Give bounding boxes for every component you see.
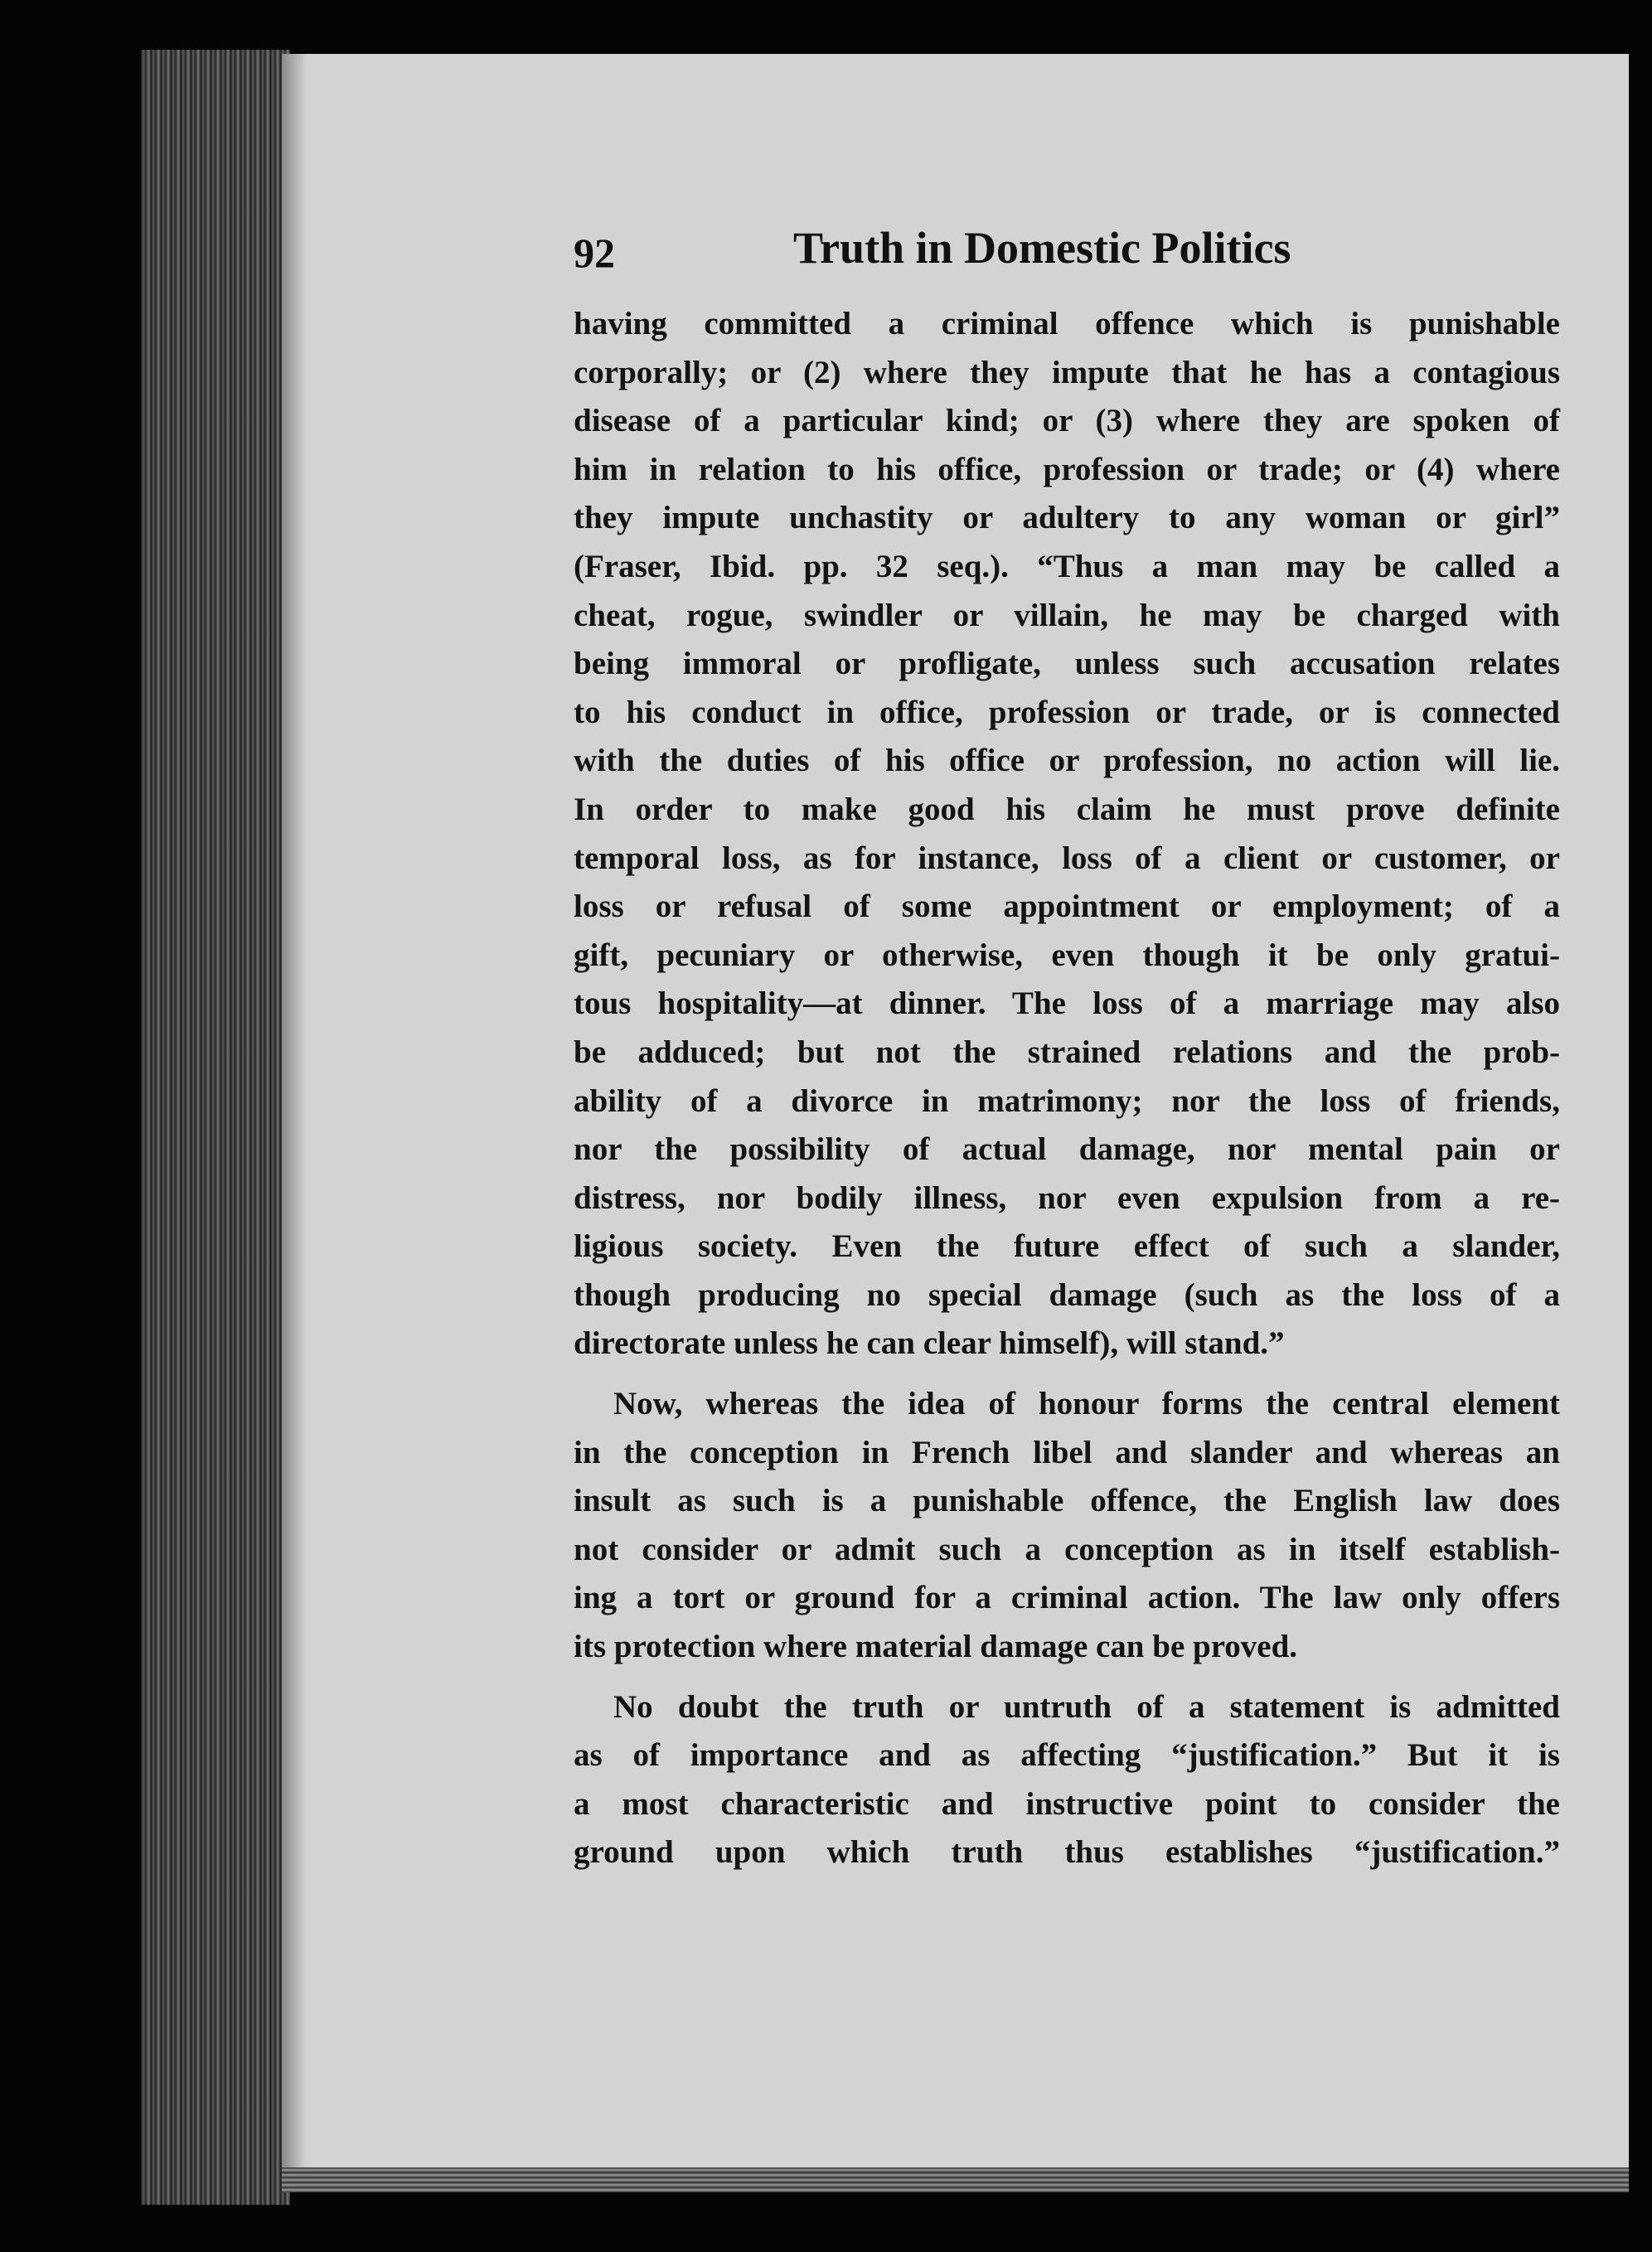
text-line: temporal loss, as for instance, loss of a client or customer, or <box>574 840 1560 876</box>
text-line: ing a tort or ground for a criminal action. The law only offers <box>574 1580 1560 1616</box>
text-line: distress, nor bodily illness, nor even expulsion from a re- <box>574 1179 1560 1216</box>
text-line: to his conduct in office, profession or trade, or is connected <box>574 694 1560 730</box>
book-bottom-edge <box>282 2167 1629 2192</box>
text-line: corporally; or (2) where they impute that he has a contagious <box>574 354 1560 390</box>
text-line: tous hospitality—at dinner. The loss of a marriage may also <box>574 986 1560 1022</box>
text-line: In order to make good his claim he must prove definite <box>574 791 1560 827</box>
text-line: ability of a divorce in matrimony; nor the loss of friends, <box>574 1082 1560 1119</box>
text-line: be adduced; but not the strained relations and the prob- <box>574 1034 1560 1070</box>
text-line: (Fraser, Ibid. pp. 32 seq.). “Thus a man may be called a <box>574 548 1560 584</box>
text-line: in the conception in French libel and slander and whereas an <box>574 1434 1560 1470</box>
text-line: insult as such is a punishable offence, the English law does <box>574 1483 1560 1519</box>
text-line: him in relation to his office, profession or trade; or (4) where <box>574 451 1560 487</box>
page-number: 92 <box>574 230 615 276</box>
text-line: loss or refusal of some appointment or employment; of a <box>574 889 1560 925</box>
text-line: as of importance and as affecting “justification.” But it is <box>574 1737 1560 1774</box>
text-line: Now, whereas the idea of honour forms the central element <box>613 1386 1560 1422</box>
paragraph-2 <box>574 1380 1560 1672</box>
book-page-edges <box>141 50 290 2205</box>
page-header <box>574 222 1560 282</box>
text-line: directorate unless he can clear himself), will stand.” <box>574 1325 1285 1362</box>
text-line: No doubt the truth or untruth of a statement is admitted <box>613 1688 1560 1725</box>
paragraph-1 <box>574 300 1560 1368</box>
text-line: having committed a criminal offence which is punishable <box>574 306 1560 341</box>
text-line: cheat, rogue, swindler or villain, he may be charged with <box>574 597 1560 633</box>
text-line: with the duties of his office or profession, no action will lie. <box>574 743 1560 779</box>
text-line: gift, pecuniary or otherwise, even though it be only gratui- <box>574 937 1560 973</box>
text-line: disease of a particular kind; or (3) where they are spoken of <box>574 403 1560 439</box>
text-line: they impute unchastity or adultery to any woman or girl” <box>574 500 1560 536</box>
text-line: its protection where material damage can be proved. <box>574 1629 1298 1665</box>
paragraph-gap <box>574 1368 1560 1380</box>
paragraph-gap <box>574 1672 1560 1683</box>
text-line: being immoral or profligate, unless such accusation relates <box>574 646 1560 682</box>
running-title: Truth in Domestic Politics <box>793 223 1291 273</box>
text-line: a most characteristic and instructive point to consider the <box>574 1785 1560 1822</box>
text-line: not consider or admit such a conception as in itself establish- <box>574 1531 1560 1567</box>
text-line: ligious society. Even the future effect of such a slander, <box>574 1228 1560 1265</box>
text-line: nor the possibility of actual damage, nor mental pain or <box>574 1131 1560 1168</box>
text-line: though producing no special damage (such as the loss of a <box>574 1276 1560 1313</box>
body-text <box>574 300 1560 1877</box>
text-line: ground upon which truth thus establishes “justification.” <box>574 1834 1560 1871</box>
paragraph-3 <box>574 1683 1560 1877</box>
gutter-shadow <box>282 54 307 2176</box>
